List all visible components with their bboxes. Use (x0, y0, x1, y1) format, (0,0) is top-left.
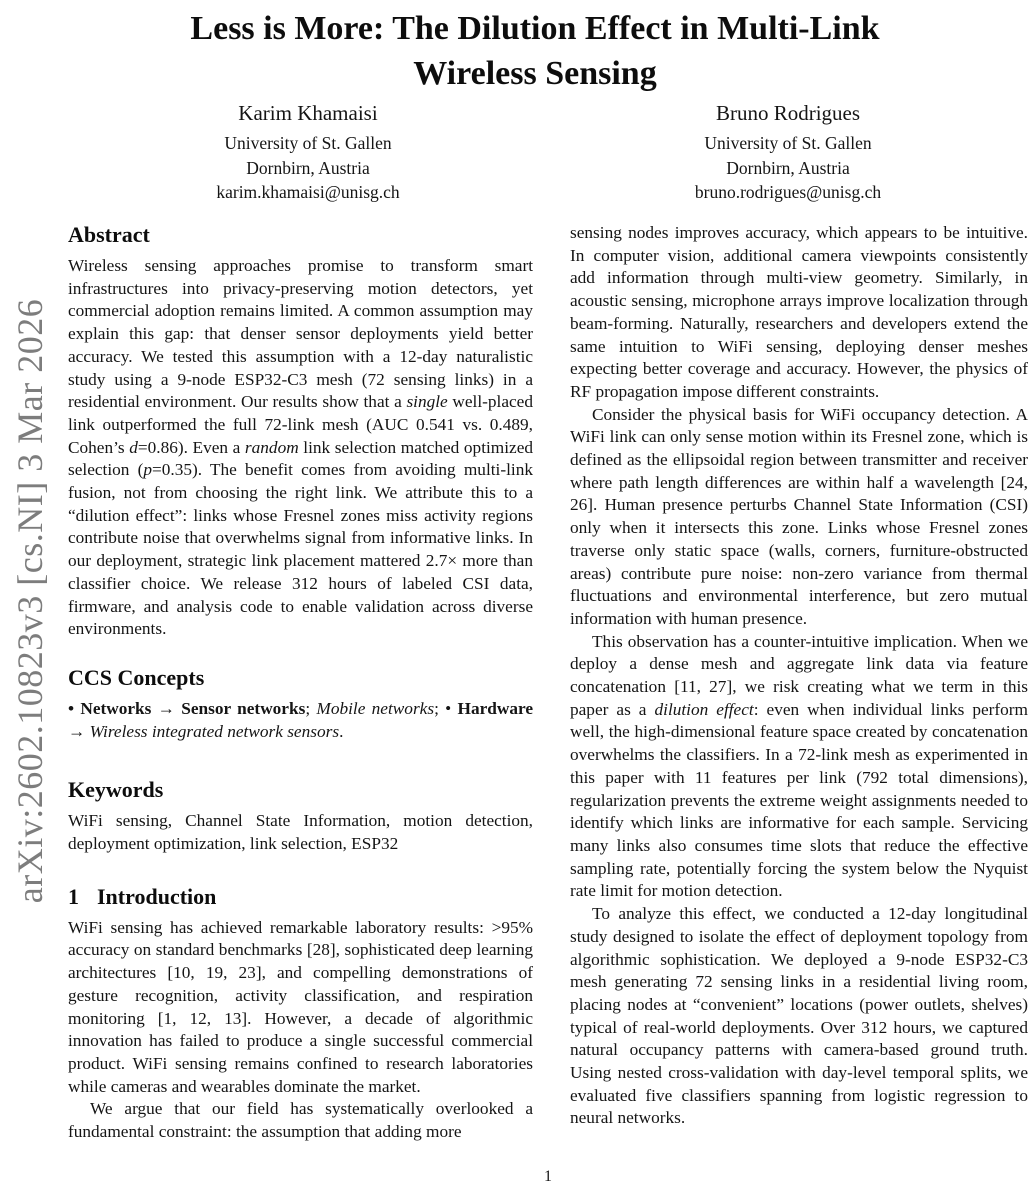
abstract-heading: Abstract (68, 222, 150, 247)
author-affiliation: University of St. Gallen (704, 133, 872, 153)
author-email: bruno.rodrigues@unisg.ch (694, 182, 882, 202)
body-paragraph-3: This observation has a counter-intuitive implication. When we deploy a dense mesh and aggregate link data via feature concatenation [11, 27], we risk creating what we term in this paper as a dilution effect: even when individual links perform well, the high-dimensional feature space created by concatenation overwhelms the classifiers. In a 72-link mesh as experimented in this paper with 11 features per link (792 total dimensions), regularization prevents the extreme weight assignments needed to identify which links are informative for each sample. Servicing many links also consumes time slots that reduce the effective sampling rate, potentially forcing the system below the Nyquist rate limit for motion detection. (570, 631, 1028, 901)
intro-paragraph-2: We argue that our field has systematically overlooked a fundamental constraint: the assumption that adding more (68, 1099, 533, 1142)
section-title: Introduction (97, 883, 217, 909)
author-name: Bruno Rodrigues (715, 101, 861, 125)
authors-row (68, 100, 1028, 205)
introduction-heading (68, 884, 533, 910)
paper-title (45, 6, 1025, 96)
ccs-concepts-text: • Networks → Sensor networks; Mobile networks; • Hardware → Wireless integrated network sensors. (68, 698, 534, 741)
author-affiliation: University of St. Gallen (224, 133, 392, 153)
abstract-text: Wireless sensing approaches promise to transform smart infrastructures into privacy-preserving motion detectors, yet commercial adoption remains limited. A common assumption may explain this gap: that denser sensor deployments yield better accuracy. We tested this assumption with a 12-day naturalistic study using a 9-node ESP32-C3 mesh (72 sensing links) in a residential environment. Our results show that a single well-placed link outperformed the full 72-link mesh (AUC 0.541 vs. 0.489, Cohen’s d=0.86). Even a random link selection matched optimized selection (p=0.35). The benefit comes from avoiding multi-link fusion, not from choosing the right link. We attribute this to a “dilution effect”: links whose Fresnel zones miss activity regions contribute noise that overwhelms signal from informative links. In our deployment, strategic link placement mattered 2.7× more than classifier choice. We release 312 hours of labeled CSI data, firmware, and analysis code to enable validation across diverse environments. (68, 256, 534, 639)
author-email: karim.khamaisi@unisg.ch (216, 182, 400, 202)
paper-title-line2: Wireless Sensing (413, 55, 657, 92)
author-block-1 (68, 100, 548, 205)
ccs-concepts-heading: CCS Concepts (68, 664, 205, 690)
right-column (570, 222, 1028, 1130)
author-location: Dornbirn, Austria (246, 157, 370, 178)
body-paragraph-4: To analyze this effect, we conducted a 12-day longitudinal study designed to isolate the effect of deployment topology from algorithmic sophistication. We deployed a 9-node ESP32-C3 mesh generating 72 sensing links in a residential living room, placing nodes at “convenient” locations (power outlets, shelves) typical of real-world deployments. Over 312 hours, we captured natural occupancy patterns with camera-based ground truth. Using nested cross-validation with day-level temporal splits, we evaluated five classifiers spanning from logistic regression to neural networks. (570, 904, 1028, 1128)
intro-paragraph-1: WiFi sensing has achieved remarkable laboratory results: >95% accuracy on standard benchmarks [28], sophisticated deep learning architectures [10, 19, 23], and compelling demonstrations of gesture recognition, activity classification, and respiration monitoring [1, 12, 13]. However, a decade of algorithmic innovation has failed to produce a single successful commercial product. WiFi sensing remains confined to research laboratories while cameras and wearables dominate the market. (68, 917, 533, 1096)
section-number: 1 (68, 883, 79, 909)
page-number: 1 (544, 1168, 552, 1185)
paper-title-line1: Less is More: The Dilution Effect in Multi-Link (190, 10, 880, 47)
body-paragraph-2: Consider the physical basis for WiFi occupancy detection. A WiFi link can only sense motion within its Fresnel zone, which is defined as the ellipsoidal region between transmitter and receiver where path length differences are within half a wavelength [24, 26]. Human presence perturbs Channel State Information (CSI) only when it intersects this zone. Links whose Fresnel zones traverse only static space (walls, corners, furniture-obstructed areas) contribute pure noise: non-zero variance from thermal fluctuations and environmental interference, but zero mutual information with human presence. (570, 404, 1028, 628)
arxiv-watermark (7, 231, 53, 971)
arxiv-watermark-text: arXiv:2602.10823v3 [cs.NI] 3 Mar 2026 (10, 298, 50, 904)
left-column (68, 222, 533, 1144)
author-name: Karim Khamaisi (238, 101, 378, 125)
author-location: Dornbirn, Austria (726, 157, 850, 178)
keywords-heading: Keywords (68, 777, 164, 803)
keywords-text: WiFi sensing, Channel State Information, motion detection, deployment optimization, link selection, ESP32 (68, 811, 533, 854)
body-paragraph-1: sensing nodes improves accuracy, which appears to be intuitive. In computer vision, additional camera viewpoints consistently add information through multi-view geometry. Similarly, in acoustic sensing, microphone arrays improve localization through beam-forming. Naturally, researchers and developers extend the same intuition to WiFi sensing, deploying denser meshes expecting better coverage and accuracy. However, the physics of RF propagation impose different constraints. (570, 223, 1028, 401)
author-block-2 (548, 100, 1028, 205)
